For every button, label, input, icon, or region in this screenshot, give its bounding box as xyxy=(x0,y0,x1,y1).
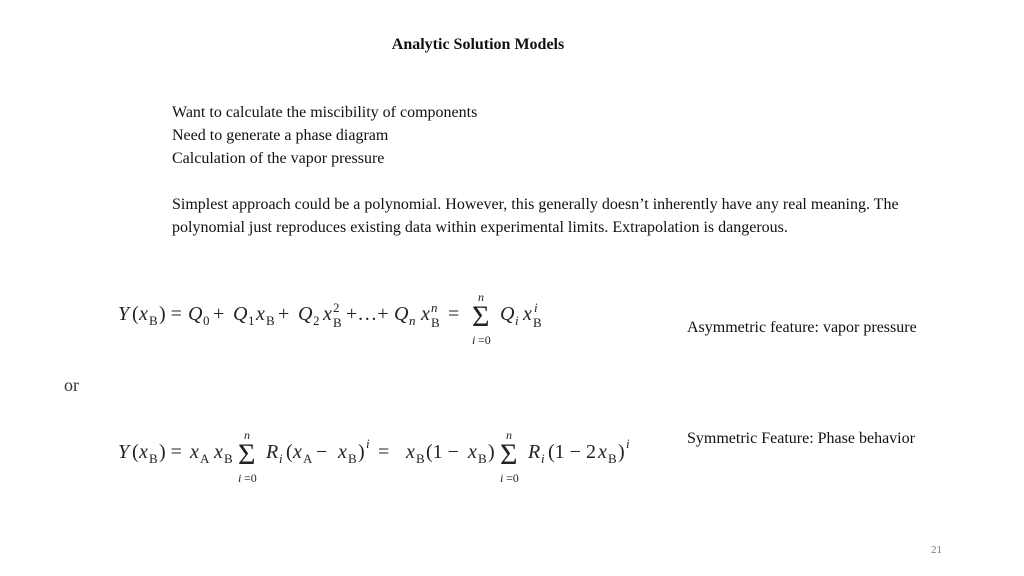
line-miscibility: Want to calculate the miscibility of components xyxy=(172,104,478,121)
svg-text:R: R xyxy=(266,441,279,463)
page-number: 21 xyxy=(931,544,942,556)
svg-text:(1 −: (1 − xyxy=(426,441,459,463)
svg-text:B: B xyxy=(608,451,617,466)
svg-text:B: B xyxy=(333,315,342,330)
svg-text:B: B xyxy=(149,451,158,466)
or-connector: or xyxy=(64,375,79,395)
svg-text:x: x xyxy=(598,441,607,463)
svg-text:i: i xyxy=(366,436,370,451)
svg-text:A: A xyxy=(200,451,210,466)
svg-text:Σ: Σ xyxy=(238,438,256,471)
svg-text:n: n xyxy=(478,290,484,304)
symmetric-feature-note: Symmetric Feature: Phase behavior xyxy=(687,430,915,447)
svg-text:Q: Q xyxy=(500,303,515,325)
svg-text:): ) xyxy=(488,441,495,463)
svg-text:Σ: Σ xyxy=(472,300,490,333)
svg-text:n: n xyxy=(244,428,250,442)
svg-text:): ) xyxy=(618,441,625,463)
polynomial-paragraph: Simplest approach could be a polynomial. However, this generally doesn’t inherently have any real meaning. The polynomial just reproduces existing data within experimental limits. Extrapolation is dangerous. xyxy=(172,196,899,236)
svg-text:=: = xyxy=(448,303,460,325)
svg-text:i: i xyxy=(238,471,242,485)
svg-text:Q: Q xyxy=(233,303,248,325)
svg-text:n: n xyxy=(506,428,512,442)
svg-text:i: i xyxy=(472,333,476,347)
equation-polynomial-svg xyxy=(118,286,578,350)
svg-text:2: 2 xyxy=(333,300,340,315)
svg-text:=0: =0 xyxy=(506,471,519,485)
equation-redlich-kister-svg xyxy=(118,424,638,488)
svg-text:2: 2 xyxy=(313,313,320,328)
equation-polynomial xyxy=(118,286,578,356)
svg-text:+: + xyxy=(278,303,290,325)
svg-text:x: x xyxy=(139,303,148,325)
svg-text:B: B xyxy=(149,313,158,328)
svg-text:=: = xyxy=(378,441,390,463)
svg-text:R: R xyxy=(528,441,541,463)
bullet-lines xyxy=(172,101,477,170)
svg-text:+: + xyxy=(213,303,225,325)
svg-text:A: A xyxy=(303,451,313,466)
svg-text:x: x xyxy=(323,303,332,325)
svg-text:B: B xyxy=(416,451,425,466)
svg-text:x: x xyxy=(139,441,148,463)
svg-text:(: ( xyxy=(132,303,139,325)
svg-text:Q: Q xyxy=(394,303,409,325)
svg-text:B: B xyxy=(266,313,275,328)
svg-text:B: B xyxy=(478,451,487,466)
svg-text:(: ( xyxy=(286,441,293,463)
svg-text:Y: Y xyxy=(118,303,130,325)
svg-text:) =: ) = xyxy=(159,441,182,463)
svg-text:−: − xyxy=(316,441,328,463)
svg-text:n: n xyxy=(431,300,438,315)
svg-text:i: i xyxy=(541,451,545,466)
svg-text:=0: =0 xyxy=(244,471,257,485)
svg-text:B: B xyxy=(431,315,440,330)
svg-text:x: x xyxy=(293,441,302,463)
svg-text:B: B xyxy=(348,451,357,466)
equation-redlich-kister xyxy=(118,424,638,494)
svg-text:n: n xyxy=(409,313,416,328)
svg-text:(: ( xyxy=(132,441,139,463)
svg-text:Q: Q xyxy=(298,303,313,325)
svg-text:i: i xyxy=(626,436,630,451)
svg-text:x: x xyxy=(190,441,199,463)
svg-text:=0: =0 xyxy=(478,333,491,347)
line-phase-diagram: Need to generate a phase diagram xyxy=(172,127,389,144)
svg-text:(1 − 2: (1 − 2 xyxy=(548,441,596,463)
svg-text:x: x xyxy=(406,441,415,463)
slide-title: Analytic Solution Models xyxy=(391,36,565,53)
svg-text:1: 1 xyxy=(248,313,255,328)
svg-text:x: x xyxy=(421,303,430,325)
svg-text:Σ: Σ xyxy=(500,438,518,471)
svg-text:x: x xyxy=(468,441,477,463)
svg-text:i: i xyxy=(279,451,283,466)
line-vapor-pressure: Calculation of the vapor pressure xyxy=(172,150,385,167)
svg-text:i: i xyxy=(534,300,538,315)
svg-text:B: B xyxy=(224,451,233,466)
svg-text:) =: ) = xyxy=(159,303,182,325)
svg-text:Q: Q xyxy=(188,303,203,325)
svg-text:i: i xyxy=(515,313,519,328)
svg-text:Y: Y xyxy=(118,441,130,463)
svg-text:x: x xyxy=(338,441,347,463)
svg-text:): ) xyxy=(358,441,365,463)
svg-text:x: x xyxy=(214,441,223,463)
svg-text:x: x xyxy=(523,303,532,325)
svg-text:i: i xyxy=(500,471,504,485)
svg-text:x: x xyxy=(256,303,265,325)
svg-text:0: 0 xyxy=(203,313,210,328)
svg-text:B: B xyxy=(533,315,542,330)
svg-text:+…+: +…+ xyxy=(346,303,389,325)
asymmetric-feature-note: Asymmetric feature: vapor pressure xyxy=(687,319,917,336)
